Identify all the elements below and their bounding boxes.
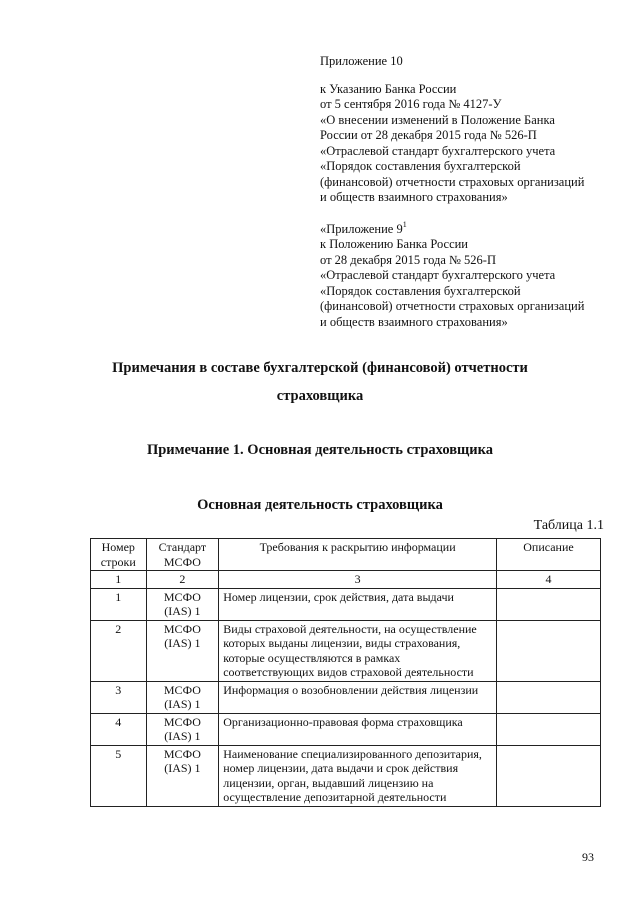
row-standard: МСФО (IAS) 1 xyxy=(146,745,219,806)
row-number: 2 xyxy=(91,620,147,681)
amendment-reference xyxy=(320,82,620,206)
reference-line: (финансовой) отчетности страховых организаций xyxy=(320,299,585,313)
table-row xyxy=(91,588,601,620)
row-standard: МСФО (IAS) 1 xyxy=(146,620,219,681)
reference-line: «Отраслевой стандарт бухгалтерского учета xyxy=(320,268,556,282)
table-row xyxy=(91,681,601,713)
row-number: 5 xyxy=(91,745,147,806)
reference-line: «Порядок составления бухгалтерской xyxy=(320,283,521,298)
reference-line: «О внесении изменений в Положение Банка xyxy=(320,112,555,127)
row-standard: МСФО (IAS) 1 xyxy=(146,588,219,620)
header-description: Описание xyxy=(496,539,600,571)
row-description xyxy=(496,745,600,806)
row-standard: МСФО (IAS) 1 xyxy=(146,713,219,745)
reference-line: (финансовой) отчетности страховых организаций xyxy=(320,174,585,189)
row-requirement: Организационно-правовая форма страховщика xyxy=(219,713,497,745)
row-number: 1 xyxy=(91,588,147,620)
column-number: 1 xyxy=(91,571,147,589)
column-number: 4 xyxy=(496,571,600,589)
appendix-number: Приложение 10 xyxy=(320,54,403,68)
reference-line: от 5 сентября 2016 года № 4127-У xyxy=(320,97,502,111)
row-description xyxy=(496,713,600,745)
reference-line xyxy=(320,219,620,238)
header-requirements: Требования к раскрытию информации xyxy=(219,539,497,571)
reference-line: к Положению Банка России xyxy=(320,237,468,251)
table-title: Основная деятельность страховщика xyxy=(197,497,443,513)
table-header-row xyxy=(91,539,601,571)
row-description xyxy=(496,620,600,681)
note-heading: Примечание 1. Основная деятельность страховщика xyxy=(146,442,494,458)
appendix-header xyxy=(320,54,620,346)
reference-line: «Отраслевой стандарт бухгалтерского учета xyxy=(320,143,556,158)
superscript: 1 xyxy=(402,219,407,229)
table-row xyxy=(91,745,601,806)
column-number: 3 xyxy=(219,571,497,589)
row-requirement: Наименование специализированного депозитария, номер лицензии, дата выдачи и срок действия лицензии, орган, выдавший лицензию на осуществление депозитарной деятельности xyxy=(219,745,497,806)
reference-line: и обществ взаимного страхования» xyxy=(320,314,508,329)
row-requirement: Виды страховой деятельности, на осуществление которых выданы лицензии, виды страхования, которые осуществляются в рамках соответствующих видов страховой деятельности xyxy=(219,620,497,681)
header-standard: Стандарт МСФО xyxy=(146,539,219,571)
table-row xyxy=(91,620,601,681)
row-standard: МСФО (IAS) 1 xyxy=(146,681,219,713)
row-description xyxy=(496,588,600,620)
requirements-table xyxy=(90,538,601,807)
document-title-continued: страховщика xyxy=(276,388,364,404)
page-number: 93 xyxy=(582,850,594,864)
table-row xyxy=(91,713,601,745)
row-number: 3 xyxy=(91,681,147,713)
header-row-number: Номер строки xyxy=(91,539,147,571)
table-label: Таблица 1.1 xyxy=(533,518,604,533)
column-number-row xyxy=(91,571,601,589)
row-requirement: Номер лицензии, срок действия, дата выдачи xyxy=(219,588,497,620)
row-number: 4 xyxy=(91,713,147,745)
column-number: 2 xyxy=(146,571,219,589)
reference-line: к Указанию Банка России xyxy=(320,81,457,96)
reference-line: России от 28 декабря 2015 года № 526-П xyxy=(320,128,537,142)
regulation-reference xyxy=(320,219,620,331)
document-title: Примечания в составе бухгалтерской (финансовой) отчетности xyxy=(112,360,528,376)
reference-line: и обществ взаимного страхования» xyxy=(320,190,508,204)
row-description xyxy=(496,681,600,713)
row-requirement: Информация о возобновлении действия лицензии xyxy=(219,681,497,713)
reference-line: от 28 декабря 2015 года № 526-П xyxy=(320,252,496,267)
reference-line: «Порядок составления бухгалтерской xyxy=(320,159,521,173)
appendix-9-label: «Приложение 9 xyxy=(320,221,403,236)
